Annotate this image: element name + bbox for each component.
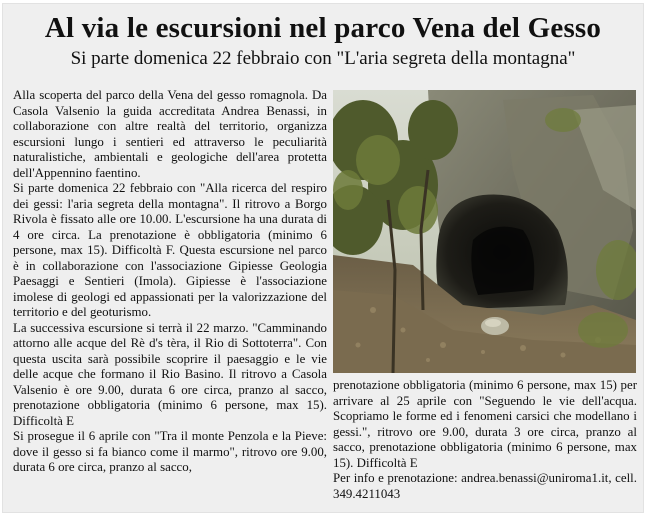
article-paragraph: La successiva escursione si terrà il 22 marzo. "Camminando attorno alle acque del Rè d's tèra, il Rio di Sottoterra". Con questa uscita sarà possibile scoprire il paesaggio e le vie delle acque che formano il Rio Basino. Il ritrovo a Casola Valsenio è ore 9.00, durata 6 ore circa, pranzo al sacco, prenotazione obbligatoria (minimo 6 persone, max 15). Difficoltà E: [13, 320, 327, 428]
article-paragraph: Si prosegue il 6 aprile con "Tra il monte Penzola e la Pieve: dove il gesso si fa bianco come il marmo", ritrovo ore 9.00, durata 6 ore circa, pranzo al sacco,: [13, 429, 327, 474]
article-paragraph: prenotazione obbligatoria (minimo 6 persone, max 15) per arrivare al 25 aprile con "Seguendo le vie dell'acqua. Scopriamo le forme ed i fenomeni carsici che modellano i gessi.", ritrovo ore 9.00, durata 3 ore circa, pranzo al sacco, prenotazione obbligatoria (minimo 6 persone, max 15). Difficoltà E: [333, 378, 637, 470]
article-column-right: [333, 378, 637, 502]
subheadline: Si parte domenica 22 febbraio con "L'aria segreta della montagna": [70, 48, 576, 69]
newspaper-clipping: [3, 4, 643, 512]
article-column-left: [13, 88, 327, 476]
article-paragraph: Alla scoperta del parco della Vena del gesso romagnola. Da Casola Valsenio la guida accreditata Andrea Benassi, in collaborazione con altre realtà del territorio, organizza escursioni lungo i sentieri ed attraverso le peculiarità naturalistiche, ambientali e geologiche dell'area protetta dell'Appennino faentino.: [13, 88, 327, 180]
article-paragraph: Si parte domenica 22 febbraio con "Alla ricerca del respiro dei gessi: l'aria segreta della montagna". Il ritrovo a Borgo Rivola è fissato alle ore 10.00. L'escursione ha una durata di 4 ore circa. La prenotazione è obbligatoria (minimo 6 persone, max 15). Difficoltà F. Questa escursione nel parco è in collaborazione con l'associazione Gipiesse Geologia Paesaggi e Sentieri (Imola). Gipiesse è l'associazione imolese di geologi ed appassionati per la valorizzazione del territorio e del geoturismo.: [13, 181, 327, 319]
headline: Al via le escursioni nel parco Vena del Gesso: [44, 12, 602, 44]
contact-info: Per info e prenotazione: andrea.benassi@uniroma1.it, cell. 349.4211043: [333, 471, 637, 501]
cave-photo: [333, 90, 636, 373]
